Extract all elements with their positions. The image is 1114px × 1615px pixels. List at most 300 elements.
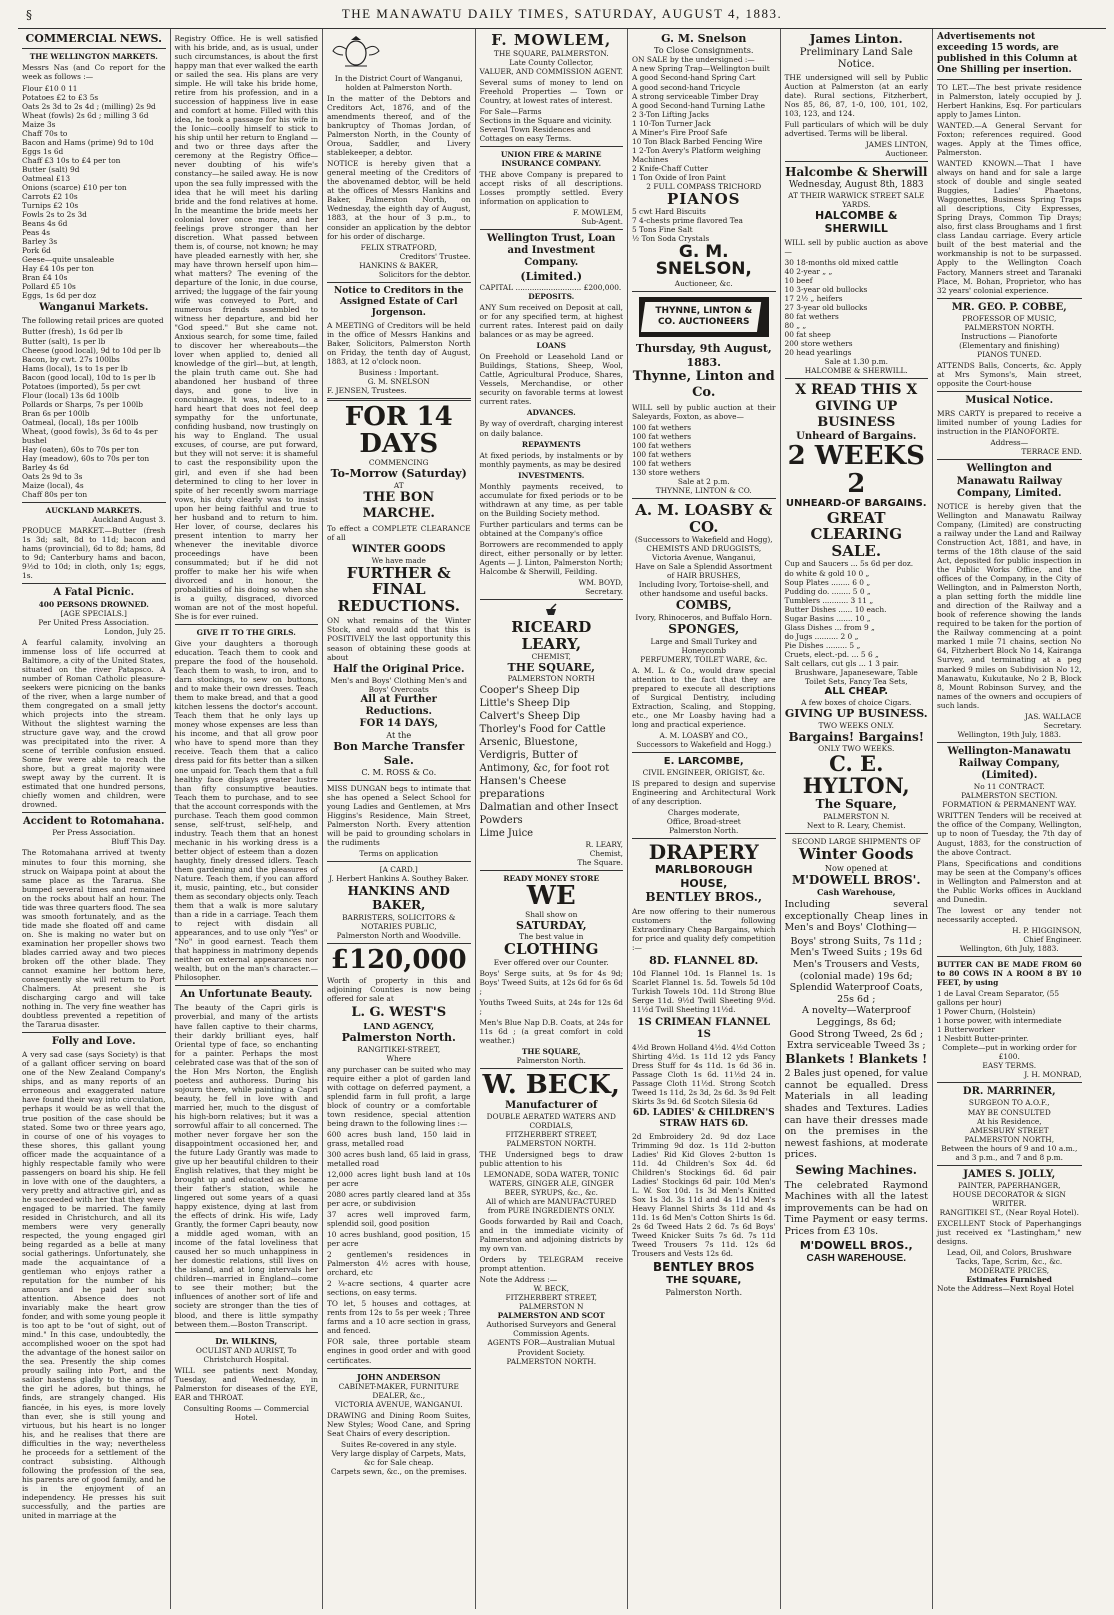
the-square-5: THE SQUARE,	[666, 1275, 742, 1287]
advert-notice: Advertisements not exceeding 15 words, are published in this Column at One Shilling per insertion.	[937, 32, 1078, 75]
west-lines	[327, 1130, 471, 1365]
we-have-made: We have made	[371, 555, 426, 565]
pianos-tuned: PIANOS TUNED.	[977, 349, 1042, 359]
blankets-text: 2 Bales just opened, for value cannot be equalled. Dress Materials in all leading shades and Textures. Ladies can have their dresses made on the premises in the newest fashions, at moderate prices.	[784, 1068, 928, 1161]
list-item: TO let, 5 houses and cottages, at rents from 12s to 5s per week ; Three farms and a 10 acre section in grass, and fenced.	[327, 1299, 471, 1336]
auctioneer-5: Auctioneer, &c.	[674, 279, 733, 289]
list-item: 7 4-chests prime flavored Tea	[632, 216, 743, 226]
for14-heading: FOR 14 DAYS	[344, 401, 453, 460]
beck-text: THE Undersigned begs to draw public attention to his	[479, 1149, 623, 1168]
palmerston-north-4: Palmerston North.	[516, 1056, 586, 1066]
bentley-bros: BENTLEY BROS	[652, 1260, 755, 1275]
goods: Goods forwarded by Rail and Coach, and in the immediate vicinity of Palmerston and adjoining districts by my own van.	[479, 1217, 623, 1254]
list-item: Youths Tweed Suits, at 24s for 12s 6d ;	[479, 998, 623, 1017]
column-4	[476, 29, 629, 1609]
commencing: COMMENCING	[368, 458, 429, 468]
painter: PAINTER, PAPERHANGER,	[957, 1180, 1061, 1190]
two-weeks-only: TWO WEEKS ONLY.	[818, 720, 894, 730]
list-item: Flour (local) 13s 6d 100lb	[22, 390, 119, 400]
leary-square: THE SQUARE,	[507, 661, 595, 675]
larcombe-text: IS prepared to design and supervise Engineering and Architectural Work of any description.	[632, 779, 776, 807]
list-item: Onions (scarce) £10 per ton	[22, 182, 127, 192]
palm-section: PALMERSTON SECTION.	[961, 791, 1058, 801]
trust-limited: (Limited.)	[520, 269, 583, 283]
list-item: Sugar Basins ....... 10 „	[784, 613, 871, 623]
list-item: 2 3-Ton Lifting Jacks	[632, 109, 709, 119]
list-item: 17 2½ „ heifers	[784, 293, 843, 303]
cobbe: MR. GEO. P. COBBE,	[951, 301, 1067, 313]
roto-heading: Accident to Rotomahana.	[22, 816, 165, 828]
loasby-including: Including Ivory, Tortoise-shell, and other handsome and useful backs.	[638, 580, 769, 599]
complete: Complete—put in working order for £100.	[942, 1043, 1077, 1062]
further-final: FURTHER & FINAL	[346, 563, 451, 599]
sale130: Sale at 1.30 p.m.	[824, 357, 889, 367]
repay-heading: REPAYMENTS	[521, 439, 581, 449]
clothing: CLOTHING	[504, 940, 599, 959]
biscuit-items	[632, 207, 776, 243]
list-item: Boys' Serge suits, at 9s for 4s 9d; Boys' Tweed Suits, at 12s 6d for 6s 6d ;	[479, 968, 623, 996]
perfumery: PERFUMERY, TOILET WARE, &c.	[640, 654, 768, 664]
scot: PALMERSTON AND SCOT	[497, 1311, 605, 1321]
list-item: 80 „ „	[784, 321, 807, 331]
jensen-name: F. JENSEN,	[327, 385, 370, 395]
picnic-byline: Per United Press Association.	[38, 617, 150, 627]
list-item: Oats 2s 3d to 2s 4d ; (milling) 2s 9d	[22, 101, 156, 111]
list-item: Glass Dishes ... from 9 „	[784, 622, 875, 632]
loasby-chemists: CHEMISTS AND DRUGGISTS,	[646, 544, 762, 554]
list-item: Cruets, elect.-pd. ... 5 6 „	[784, 649, 879, 659]
leary-heading: RICEARD LEARY,	[511, 618, 592, 653]
list-item: Peas 4s	[22, 228, 51, 237]
list-item: Bran 6s per 100lb	[22, 408, 90, 418]
list-item: Little's Sheep Dip	[479, 697, 570, 709]
royal-crest-icon	[327, 35, 385, 69]
all-at-reductions: All at Further Reductions.	[360, 693, 437, 717]
thynne-badge	[638, 296, 770, 338]
crimean: 1S CRIMEAN FLANNEL 1S	[637, 1016, 770, 1040]
flannel8: 8D. FLANNEL 8D.	[649, 953, 759, 967]
wilkins-heading: Dr. WILKINS,	[215, 1335, 278, 1346]
transfer-sale: Bon Marche Transfer Sale.	[333, 740, 465, 767]
snelson-heading: G. M. Snelson	[661, 32, 747, 45]
beauty-text: The beauty of the Capri girls is proverbial, and many of the artists have fallen captive to their charms, their darkly brilliant eyes, half Oriental type of face, so enchanting for a painter. Perhaps the most celebrated case was that of the son of the Hon Mrs Norton, the English poetess and authoress. During his sojourn there, while painting a Capri beauty, he fell in love with and married her, much to the disgust of his high-born relatives; but it was a sorrowful affair to all concerned. The mother never forgave her son the disappointment occasioned her, and the future Lady Grantly was made to give up her beautiful children to their English relatives, that they might be brought up and educated as became their father's station, while he lingered out some years of a quasi happy existence, dying at last from the effects of drink. His wife, Lady Grantly, the former Capri beauty, now a middle aged woman, with an income of the fatal loveliness that caused her so much unhappiness in her domestic relations, still lives on the island, and at long intervals her children—married in England—come to see their mother; but the influences of another sort of life and society are stronger than the ties of blood, and there is little sympathy between them.—Boston Transcript.	[174, 1003, 318, 1329]
note-address-7: Note the Address—Next Royal Hotel	[937, 1284, 1074, 1294]
list-item: 1 Butterworker	[937, 1025, 995, 1035]
fitz-address: FITZHERBERT STREET, PALMERSTON N	[505, 1293, 598, 1312]
read-this: X READ THIS X	[795, 382, 918, 399]
estimates: Estimates Furnished	[966, 1275, 1052, 1285]
note-address: Note the Address :—	[479, 1275, 558, 1285]
list-item: Hansen's Cheese preparations	[479, 775, 567, 800]
cash-warehouse: Cash Warehouse,	[816, 887, 896, 898]
list-item: Barley 3s	[22, 237, 58, 247]
cobbe-sub: PROFESSOR OF MUSIC,	[962, 313, 1057, 323]
plans: Plans, Specifications and conditions may be seen at the Company's offices in Wellington and Palmerston and at the Public Works offices in Auckland and Dunedin.	[937, 858, 1082, 904]
hs3: HALCOMBE & SHERWILL.	[804, 366, 908, 376]
r-leary-square: The Square.	[577, 857, 623, 867]
anderson-place: VICTORIA AVENUE, WANGANUI.	[334, 1399, 463, 1409]
next-to: Next to R. Leary, Chemist.	[806, 820, 906, 830]
list-item: Butter (salt) 9d	[22, 164, 80, 174]
felix-name: FELIX STRATFORD,	[360, 242, 437, 252]
saturday: SATURDAY,	[515, 918, 587, 932]
list-item: A good second-hand Tricycle	[632, 82, 741, 92]
show-on: Shall show on	[525, 909, 578, 919]
list-item: 40 2-year „ „	[784, 266, 833, 276]
list-item: 1 horse power, with intermediate	[937, 1016, 1062, 1026]
list-item: Pork 6d	[22, 246, 51, 256]
masthead	[18, 6, 1106, 29]
rangitikei: RANGITIKEI-STREET,	[357, 1044, 441, 1054]
residence: At his Residence,	[976, 1116, 1042, 1126]
list-item: Fowls 2s to 2s 3d	[22, 209, 87, 219]
wanganui-intro: The following retail prices are quoted	[22, 316, 164, 326]
manufacturer: Manufacturer of	[505, 1099, 598, 1111]
list-item: Chaff £3 10s to £4 per ton	[22, 155, 121, 165]
list-item: 2 ¼-acre sections, 4 quarter acre sections, on easy terms.	[327, 1279, 471, 1298]
brushware: Brushware, Japaneseware, Table Toilet Sets, Fancy Tea Sets,	[794, 667, 918, 686]
list-item: Pie Dishes ......... 5 „	[784, 640, 861, 650]
picnic-subheading: 400 PERSONS DROWNED.	[38, 599, 149, 609]
business-line: Business : Important.	[358, 367, 439, 377]
cobbe-place: PALMERSTON NORTH.	[964, 322, 1055, 332]
list-item: Chaff 70s to	[22, 128, 68, 138]
list-item: ½ Ton Soda Crystals	[632, 234, 710, 244]
loans-text: On Freehold or Leasehold Land or Buildings, Stations, Sheep, Wool, Cattle, Agricultural Produce, Shares, Vessels, Merchandise, or other security on favorable terms at lowest current rates.	[479, 352, 623, 407]
list-item: Barley 4s 6d	[22, 462, 69, 472]
list-item: 130 store wethers	[632, 467, 701, 477]
auckland-date: Auckland August 3.	[92, 515, 166, 525]
palmerston-n: PALMERSTON NORTH.	[506, 1138, 597, 1148]
hankins-sub: BARRISTERS, SOLICITORS & NOTARIES PUBLIC,	[342, 912, 456, 931]
list-item: Men's Blue Nap D.B. Coats, at 24s for 11s 6d ; (a great comfort in cold weather.)	[479, 1018, 623, 1046]
butter-items	[937, 989, 1082, 1043]
ross-name: C. M. ROSS & Co.	[361, 767, 437, 778]
lowest: The lowest or any tender not necessarily accepted.	[937, 905, 1082, 924]
on-sale: ON SALE by the undersigned :—	[632, 55, 755, 65]
list-item: 1 de Laval Cream Separator, (55 gallons per hour)	[937, 988, 1060, 1007]
commercial-heading: COMMERCIAL NEWS.	[25, 32, 162, 45]
recovered: Suites Re-covered in any style.	[341, 1439, 457, 1449]
list-item: Salt cellars, cut gls ... 1 3 pair.	[784, 658, 899, 668]
list-item: Carrots £2 10s	[22, 191, 78, 201]
union-text: THE above Company is prepared to accept risks of all descriptions. Losses promptly settled. Every information on application to	[479, 169, 623, 206]
wilkins-sub: OCULIST AND AURIST, To Christchurch Hospital.	[195, 1345, 297, 1364]
amesbury: AMESBURY STREET	[969, 1125, 1049, 1135]
list-item: Cheese (good local), 9d to 10d per lb	[22, 345, 161, 355]
drapery: DRAPERY	[648, 840, 759, 865]
larcombe-heading: E. LARCOMBE,	[663, 755, 744, 767]
terms-label: Terms on application	[359, 849, 439, 859]
at-label: AT	[393, 480, 404, 490]
further-text: Further particulars and terms can be obtained at the Company's office	[479, 519, 623, 538]
list-item: 100 fat wethers	[632, 422, 692, 432]
wanganui-heading: Wanganui Markets.	[39, 302, 149, 314]
thynne-sign: THYNNE, LINTON & CO.	[655, 486, 752, 496]
purest: All of which are MANUFACTURED from PURE INGREDIENTS ONLY.	[486, 1197, 617, 1216]
where: Where	[386, 1053, 412, 1063]
ever-offered: Ever offered over our Counter.	[493, 957, 609, 967]
railway-2: Wellington-Manawatu Railway Company, (Limited).	[947, 745, 1071, 782]
list-item: 10 beef	[784, 275, 813, 285]
card-label: [A CARD.]	[379, 865, 418, 875]
list-item: 100 fat wethers	[632, 449, 692, 459]
sections: Sections in the Square and vicinity.	[479, 115, 612, 125]
column-6	[781, 29, 934, 1609]
monrad: J. H. MONRAD,	[1024, 1070, 1082, 1080]
list-item: Butter (salt), 1s per lb	[22, 336, 106, 346]
list-item: 1 Power Churn, (Holstein)	[937, 1007, 1036, 1017]
repay-text: At fixed periods, by instalments or by monthly payments, as may be desired	[479, 450, 623, 469]
mowlem-heading: F. MOWLEM,	[491, 31, 612, 49]
advances-text: By way of overdraft, charging interest on daily balance.	[479, 419, 623, 438]
unheard2: UNHEARD-OF BARGAINS.	[785, 497, 927, 509]
instructions: Instructions — Pianoforte (Elementary and finishing)	[959, 331, 1060, 350]
invest-text: Monthly payments received, to accumulate for fixed periods or to be withdrawn at any time, as per table on the Building Society method.	[479, 481, 623, 518]
half-price: Half the Original Price.	[333, 663, 465, 675]
all-cheap: ALL CHEAP.	[824, 685, 889, 697]
list-item: 30 18-months old mixed cattle	[784, 257, 899, 267]
bargains: Bargains! Bargains!	[788, 729, 925, 744]
decorator: HOUSE DECORATOR & SIGN WRITER.	[952, 1189, 1066, 1208]
page-mark: §	[26, 8, 33, 22]
loasby-heading: A. M. LOASBY & CO.	[635, 501, 773, 536]
deposits-text: ANY Sum received on Deposit at call, or for any specified term, at highest current rates. Interest paid on daily balances or as may be agreed.	[479, 303, 623, 340]
giving-up: GIVING UP BUSINESS	[815, 399, 898, 431]
auckland-text: PRODUCE MARKET.—Butter (fresh 1s 3d; salt, 8d to 11d; bacon and hams (provincial), 6d to 8d; hams, 8d to 9d; Canterbury hams and bacon, 9½d to 10d; in cloth, only 1s; eggs, 1s.	[22, 526, 166, 581]
combs: COMBS,	[675, 598, 732, 613]
novelty: A novelty—Waterproof Leggings, 8s 6d;	[801, 1005, 911, 1028]
unheard: Unheard of Bargains.	[796, 431, 917, 443]
r-leary: R. LEARY,	[585, 839, 623, 849]
list-item: A new Spring Trap—Wellington built	[632, 64, 770, 74]
list-item: do white & gold 10 0 „	[784, 568, 870, 578]
thynne-badge-text: THYNNE, LINTON & CO. AUCTIONEERS	[655, 306, 753, 328]
list-item: 200 store wethers	[784, 339, 853, 349]
list-item: Cup and Saucers ... 5s 6d per doz.	[784, 559, 914, 569]
list-item: Thorley's Food for Cattle	[479, 723, 606, 735]
list-item: A good Second-hand Turning Lathe	[632, 100, 766, 110]
column-5	[628, 29, 781, 1609]
to-let: TO LET.—The best private residence in Palmerston, lately occupied by J. Herbert Hankins, Esq. For particulars apply to James Linton.	[937, 82, 1082, 119]
sale-2pm: Sale at 2 p.m.	[677, 477, 730, 486]
list-item: Hay £4 10s per ton	[22, 264, 94, 274]
fitzherbert: FITZHERBERT STREET,	[505, 1129, 598, 1139]
giving-up-2: GIVING UP BUSINESS.	[784, 707, 928, 721]
girls-text: Give your daughters a thorough education. Teach them to cook and prepare the food of the household. Teach them to wash, to iron, and to darn stockings, to sew on buttons, and to make their own dresses. Teach them to make bread, and that a good kitchen lessens the doctor's account. Teach them that he only lays up money whose expenses are less than his income, and that all grow poor who have to spend more than they receive. Teach them that a calico dress paid for fits better than a silken one unpaid for. Teach them that a full healthy face displays greater lustre than fifty consumptive beauties. Teach them to purchase, and to see that the account corresponds with the purchase. Teach them good common sense, self-trust, self-help, and industry. Teach them that an honest mechanic in his working dress is a better object of esteem than a dozen haughty, finely dressed idlers. Teach them gardening and the pleasures of Nature. Teach them, if you can afford it, music, painting, etc., but consider them as secondary objects only. Teach them that a walk is more salutary than a ride in a carriage. Teach them to reject with disdain all appearances, and to use only "Yes" or "No" in good earnest. Teach them that happiness in matrimony depends neither on external appearances nor wealth, but on the man's character.—Philosopher.	[174, 639, 318, 983]
list-item: Tumblers ........... 3 11 „	[784, 595, 874, 605]
aerated: DOUBLE AERATED WATERS AND CORDIALS,	[486, 1111, 616, 1130]
lemonade: LEMONADE, SODA WATER, TONIC WATERS, GINGER ALE, GINGER BEER, SYRUPS, &c., &c.	[483, 1169, 619, 1197]
list-item: Oatmeal £13	[22, 173, 71, 183]
folly-text: A very sad case (says Society) is that of a gallant officer serving on board one of the New Zealand Company's ships, and as many reports of an erroneous and exaggerated nature have found their way into circulation, perhaps it would be as well that the true position of the case should be stated. Some two or three years ago, in course of one of his voyages to these shores, this gallant young officer made the acquaintance of a highly respectable family who were passengers on board his ship. He fell in love with one of the daughters, a very pretty and attractive girl, and as he succeeded with her that they were engaged to be married. The family resided in Christchurch, and all its members were very generally respected, the young engaged girl being regarded as a belle at many social gatherings. Unfortunately, she made the acquaintance of a gentleman who enjoys rather a reputation for the number of his amours and he paid her such attention. Absence does not invariably make the heart grow fonder, and with some young people it is too apt to be "out of sight, out of mind." In this case, undoubtedly, the accomplished wooer on the spot had the advantage of the honest sailor on the sea. Presently the ship comes proudly sailing into Port, and the sailor hastens gladly to the arms of the girl he adores, but things, he finds, are strangely changed. His fiancée, in his eyes, is more lovely than ever, she is still young and virtuous, but his heart is no longer his, and he realises that there are difficulties in the way; nevertheless he proceeds for a settlement of the contract subsisting. Although following the profession of the sea, his parents are of good family, and he is in the enjoyment of an independency. He presses his suit successfully, and the parties are united in marriage at the	[22, 1050, 166, 1520]
sale-items	[632, 64, 776, 181]
mowlem-square: THE SQUARE, PALMERSTON.	[493, 48, 609, 58]
marlborough: MARLBOROUGH HOUSE,	[654, 863, 753, 890]
anderson-sub: CABINET-MAKER, FURNITURE DEALER, &c.,	[338, 1381, 459, 1400]
ready-money: READY MONEY STORE	[503, 873, 600, 883]
list-item: Butter Dishes ...... 10 each.	[784, 604, 887, 614]
wilkins-text: WILL see patients next Monday, Tuesday, and Wednesday, in Palmerston for diseases of the EYE, EAR and THROAT.	[174, 1365, 318, 1402]
list-item: A strong serviceable Timber Dray	[632, 91, 759, 101]
roto-place: Bluff This Day.	[111, 837, 166, 847]
capital: CAPITAL ............................ £200,000.	[479, 283, 622, 293]
strong-tweed: Good Strong Tweed, 2s 6d ;	[789, 1028, 924, 1040]
late-collector: Late County Collector,	[509, 57, 594, 67]
list-item: Hams (local), 1s to 1s per lb	[22, 363, 128, 373]
ivory: Ivory, Rhinoceros, and Buffalo Horn.	[635, 612, 773, 622]
west-text: any purchaser can be suited who may require either a plot of garden land with cottage on deferred payment, a splendid farm in full profit, a large block of country or a comfortable town residence, special attention being drawn to the following lines :—	[327, 1064, 471, 1128]
list-item: 2080 acres partly cleared land at 35s per acre, or subdivision	[327, 1189, 471, 1208]
wellington-prices	[22, 84, 166, 301]
felix-role: Creditors' Trustee.	[399, 251, 471, 261]
sewing: Sewing Machines.	[795, 1162, 917, 1177]
list-item: Dalmatian and other Insect Powders	[479, 801, 619, 826]
list-item: Turnips £2 10s	[22, 200, 79, 210]
surgeon: SURGEON TO A.O.F.,	[968, 1098, 1050, 1108]
at-the: At the	[386, 730, 412, 741]
wanted-2: WANTED KNOWN.—That I have always on hand and for sale a large stock of double and single seated Buggies, Ladies' Phaetons, Waggonettes, Business Spring Traps all descriptions, City Expresses, Spring Drays, Common Tip Drays; also, first class Broughams and 1 first class Landau carriage. Every article built of the best material and the workmanship is not to be surpassed. Apply to the Wellington Coach Factory, Manners street and Taranaki Place, M. Bohan, Proprietor, who has 32 years' colonial experience.	[937, 159, 1082, 295]
list-item: 1 10-Ton Turner Jack	[632, 118, 711, 128]
railway-date: Wellington, 19th July, 1883.	[957, 729, 1061, 739]
borrowers-text: Borrowers are recommended to apply direct, either personally or by letter. Agents — J. Linton, Palmerston North; Halcombe & Sherwill, Feilding.	[479, 539, 623, 576]
palmerston-north: Palmerston North.	[341, 1031, 456, 1045]
boyd: WM. BOYD,	[578, 577, 623, 587]
only-two: ONLY TWO WEEKS.	[818, 744, 895, 754]
waterproof: Splendid Waterproof Coats, 25s 6d ;	[789, 982, 923, 1005]
amount-heading: £120,000	[330, 944, 467, 975]
railway-text: NOTICE is hereby given that the Wellington and Manawatu Railway Company, (Limited) are constructing a railway under the Land and Railway Construction Act, 1881, and have, in terms of the 18th clause of the said Act, deposited for public inspection in the Public Works Office, and the offices of the Company, in the City of Wellington, and in Palmerston North, a plan setting forth the middle line and direction of the Railway and a book of reference showing the lands required to be taken for the portion of the Railway commencing at a point marked 1 mile 71 chains, section No 64, Fitzherbert Block No 14, Kairanga Survey, and terminating at a peg marked 9 miles on Subdivision No 12, Manawatu, Kukutauke, No 2 B, Block 8, Mount Robinson Survey, and the names of the owners and occupiers of such lands.	[937, 501, 1082, 710]
gm-snelson: G. M. SNELSON,	[655, 241, 752, 280]
contract: No 11 CONTRACT.	[973, 782, 1045, 792]
thynne-text: WILL sell by public auction at their Saleyards, Foxton, as above—	[632, 402, 776, 421]
list-item: Flour £10 0 11	[22, 83, 78, 93]
wanganui-prices	[22, 327, 166, 499]
list-item: Potatoes (imported), 5s per cwt	[22, 381, 141, 391]
palmerston-north-final: PALMERSTON NORTH.	[506, 1356, 597, 1366]
higginson: H. P. HIGGINSON,	[1012, 925, 1082, 935]
list-item: 20 head yearlings	[784, 348, 852, 358]
leary-palm: PALMERSTON NORTH	[507, 674, 595, 684]
prelim: Preliminary Land Sale Notice.	[799, 46, 913, 70]
girls-heading: GIVE IT TO THE GIRLS.	[196, 628, 296, 638]
linton-heading: James Linton.	[809, 32, 903, 46]
carpets-sewn: Carpets sewn, &c., on the premises.	[330, 1466, 467, 1476]
flannel-items: 10d Flannel 10d. 1s Flannel 1s. 1s Scarlet Flannel 1s. 5d. Towels 5d 10d Turkish Towels 10d. 11d Strong Blue Serge 11d. 9½d Twill Sheeting 9½d. 11½d Twill Sheeting 11½d.	[632, 969, 776, 1015]
list-item: 10 Ton Black Barbed Fencing Wire	[632, 136, 763, 146]
beck-heading: W. BECK,	[482, 1070, 620, 1101]
amount-text: Worth of property in this and adjoining Counties is now being offered for sale at	[327, 976, 471, 1004]
column-7	[933, 29, 1086, 1609]
list-item: A good Second-hand Spring Cart	[632, 73, 756, 83]
list-item: Bacon (good local), 10d to 1s per lb	[22, 372, 156, 382]
attends: ATTENDS Balls, Concerts, &c. Apply at Mrs Symons's, Main street, opposite the Court-house	[937, 360, 1082, 388]
dungan-text: MISS DUNGAN begs to intimate that she has opened a Select School for young Ladies and Gentlemen, at Mrs Higgins's Residence, Main Street, Palmerston North. Every attention will be paid to grounding scholars in the rudiments	[327, 784, 471, 848]
trousers: Men's Trousers and Vests, (colonial made) 19s 6d;	[792, 959, 920, 982]
cups-list	[785, 559, 929, 667]
second-shipments: SECOND LARGE SHIPMENTS OF	[791, 837, 921, 847]
moderate: MODERATE PRICES,	[969, 1266, 1050, 1276]
list-item: Maize (local), 4s	[22, 481, 84, 490]
list-item: 10 3-year old bullocks	[784, 284, 868, 294]
court-heading: In the District Court of Wanganui, holden at Palmerston North.	[334, 74, 463, 93]
hs-stock	[785, 258, 929, 357]
roto-byline: Per Press Association.	[52, 828, 136, 838]
loans-heading: LOANS	[536, 341, 566, 351]
list-item: Geese—quite unsaleable	[22, 255, 115, 265]
the-square-6: The Square,	[815, 797, 897, 812]
list-item: 10 acres bushland, good position, 15 per acre	[327, 1230, 471, 1249]
few-boxes: A few boxes of choice Cigars.	[801, 698, 912, 708]
james-linton: JAMES LINTON,	[865, 140, 928, 150]
list-item: Potatoes £2 to £3 5s	[22, 92, 99, 102]
sewing-text: The celebrated Raymond Machines with all the latest improvements can be had on Time Payment or easy terms. Prices from £3 10s.	[784, 1179, 928, 1237]
bentley: BENTLEY BROS.,	[645, 890, 763, 905]
list-item: Oats 2s 9d to 3s	[22, 471, 83, 481]
lead-oil: Lead, Oil, and Colors, Brushware Tacks, Tape, Scrim, &c., &c.	[946, 1248, 1072, 1267]
list-item: 1 2-Ton Avery's Platform weighing Machines	[632, 145, 761, 164]
beauty-heading: An Unfortunate Beauty.	[180, 989, 313, 1001]
wallace: JAS. WALLACE	[1024, 711, 1082, 721]
palm-n-7: PALMERSTON NORTH,	[964, 1134, 1055, 1144]
list-item: 600 acres bush land, 150 laid in grass, metalled road	[327, 1129, 471, 1148]
list-item: Eggs, 1s 6d per doz	[22, 291, 97, 301]
list-item: Pollards or Sharps, 7s per 100lb	[22, 399, 144, 409]
consulted: MAY BE CONSULTED	[967, 1107, 1051, 1117]
will-sell: WILL sell by public auction as above—	[784, 237, 928, 256]
trust-heading: Wellington Trust, Loan and Investment Company.	[487, 233, 616, 269]
large-small: Large and Small Turkey and Honeycomb	[650, 636, 758, 655]
hankins-heading: HANKINS AND BAKER,	[347, 883, 450, 913]
list-item: Lime Juice	[479, 827, 534, 839]
column-3	[323, 29, 476, 1609]
list-item: Eggs 1s 6d	[22, 146, 64, 156]
best-value: The best value in	[519, 932, 584, 942]
boys-suits: Boys' strong Suits, 7s 11d ;	[790, 935, 922, 947]
picnic-text: A fearful calamity, involving an immense loss of life occurred at Baltimore, a city of the United States, situated on the river Patapsco. A number of Roman Catholic pleasure-seekers were picnicing on the banks of the river, when a large number of them congregated on a small jetty which projects into the stream. Without the slightest warning the structure gave way, and the crowd was precipitated into the river. A scene of terrible confusion ensued. Some few were able to reach the shore, but a great majority were swept away by the current. It is estimated that one hundred persons, chiefly women and children, were drowned.	[22, 637, 166, 810]
pianos-pre: 2 FULL COMPASS TRICHORD	[646, 181, 762, 191]
trustees-label: Trustees.	[371, 385, 407, 395]
yards: AT THEIR WARWICK STREET SALE YARDS.	[788, 190, 925, 209]
picnic-tag: [AGE SPECIALS.]	[60, 608, 127, 618]
particulars: Full particulars of which will be duly advertised. Terms will be liberal.	[784, 120, 928, 139]
mens-clothing: Men's and Boys' Clothing Men's and Boys' Overcoats	[330, 675, 468, 694]
pianos: PIANOS	[666, 189, 741, 208]
mdowell-bros: M'DOWELL BROS.,	[799, 1239, 913, 1253]
list-item: Soup Plates ........ 6 0 „	[784, 577, 871, 587]
folly-heading: Folly and Love.	[51, 1036, 136, 1048]
list-item: Maize 3s	[22, 119, 56, 129]
roto-text: The Rotomahana arrived at twenty minutes to four this morning, she struck on Waipapa point at about the same place as the Tararua. She bumped several times and remained on the rocks about half an hour. The tide was three quarters flood. The sea was smooth fortunately, and as the tide made she floated off and came on. She is making no water but on examination her propeller shows two blades carried away and two pieces broken off the other blade. They cannot examine her bottom here, consequently she will return to Port Chalmers. At present she is discharging cargo and will take nothing in. The very fine weather has doubtless prevented a repetition of the Tararua disaster.	[22, 848, 166, 1030]
the-square: THE SQUARE,	[521, 1047, 581, 1057]
for-sale: For Sale—Farms	[479, 106, 542, 116]
rangitikei-7: RANGITIKEI ST., (Near Royal Hotel).	[939, 1207, 1079, 1217]
extra-tweed: Extra serviceable Tweed 3s ;	[786, 1040, 926, 1052]
terrace-end: TERRACE END.	[1021, 447, 1082, 457]
ladies: 6D. LADIES' & CHILDREN'S STRAW HATS 6D.	[632, 1108, 775, 1130]
sub-agent: Sub-Agent.	[581, 217, 623, 227]
list-item: Hay (meadow), 60s to 70s per ton	[22, 453, 150, 463]
excellent: EXCELLENT Stock of Paperhangings just received ex "Lastingham," new designs.	[937, 1219, 1082, 1247]
butter-heading: BUTTER CAN BE MADE FROM 60 to 80 COWS IN A ROOM 8 BY 10 FEET, by using	[937, 959, 1082, 987]
great-clearing: GREAT CLEARING SALE.	[810, 508, 903, 560]
masthead-title: THE MANAWATU DAILY TIMES, SATURDAY, AUGUST 4, 1883.	[341, 6, 783, 21]
several: Several Town Residences and Cottages on easy Terms.	[479, 124, 591, 143]
wanted-1: WANTED.—A General Servant for Foxton; references required. Good wages. Apply at the Times office, Palmerston.	[937, 121, 1082, 158]
sums-text: Several sums of money to lend on Freehold Properties — Town or Country, at lowest rates of interest.	[479, 77, 623, 105]
tomorrow: To-Morrow (Saturday)	[330, 467, 467, 481]
blankets: Blankets ! Blankets !	[785, 1051, 928, 1066]
